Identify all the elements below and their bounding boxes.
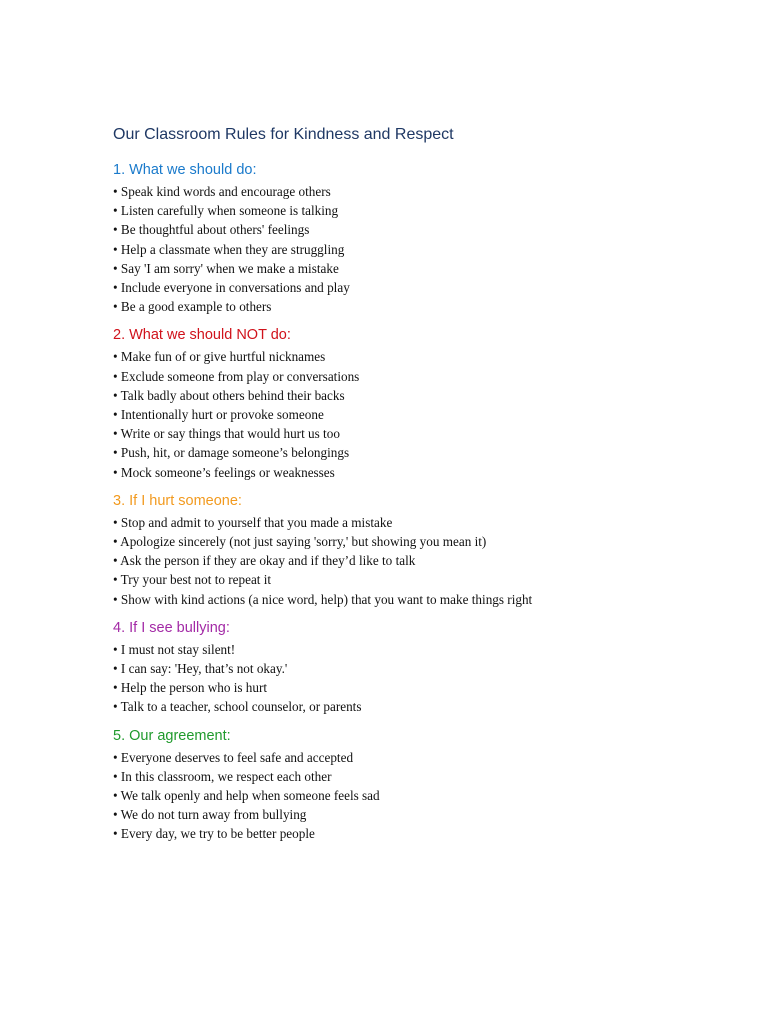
list-item: • I must not stay silent!	[113, 641, 236, 657]
list-item: • Every day, we try to be better people	[113, 826, 315, 842]
list-item: • Be thoughtful about others' feelings	[113, 222, 310, 238]
list-item: • We talk openly and help when someone feels sad	[113, 788, 380, 804]
list-item: • Apologize sincerely (not just saying 'sorry,' but showing you mean it)	[113, 534, 487, 550]
list-item: • In this classroom, we respect each other	[113, 768, 332, 784]
section-our-agreement	[113, 726, 733, 844]
rule-list	[113, 640, 733, 717]
section-what-we-should-do	[113, 160, 733, 316]
list-item: • Talk to a teacher, school counselor, or parents	[113, 699, 362, 715]
section-heading: 4. If I see bullying:	[113, 619, 230, 636]
document-title: Our Classroom Rules for Kindness and Respect	[113, 126, 454, 143]
list-item: • Be a good example to others	[113, 299, 272, 315]
list-item: • Include everyone in conversations and play	[113, 280, 350, 296]
section-what-we-should-not-do	[113, 325, 733, 481]
section-heading: 2. What we should NOT do:	[113, 327, 291, 344]
section-if-i-hurt-someone	[113, 491, 733, 609]
list-item: • I can say: 'Hey, that’s not okay.'	[113, 661, 288, 677]
list-item: • Everyone deserves to feel safe and accepted	[113, 749, 354, 765]
list-item: • Help a classmate when they are struggling	[113, 241, 345, 257]
document-page	[113, 124, 733, 853]
list-item: • Speak kind words and encourage others	[113, 184, 331, 199]
list-item: • We do not turn away from bullying	[113, 807, 307, 823]
list-item: • Stop and admit to yourself that you made a mistake	[113, 514, 393, 530]
section-if-i-see-bullying	[113, 618, 733, 717]
list-item: • Mock someone’s feelings or weaknesses	[113, 464, 335, 480]
section-heading: 1. What we should do:	[113, 162, 257, 178]
list-item: • Help the person who is hurt	[113, 680, 268, 696]
list-item: • Push, hit, or damage someone’s belongings	[113, 445, 350, 461]
list-item: • Exclude someone from play or conversations	[113, 368, 360, 384]
list-item: • Write or say things that would hurt us too	[113, 426, 340, 442]
list-item: • Intentionally hurt or provoke someone	[113, 407, 324, 423]
list-item: • Show with kind actions (a nice word, help) that you want to make things right	[113, 591, 533, 607]
list-item: • Talk badly about others behind their backs	[113, 387, 345, 403]
list-item: • Listen carefully when someone is talking	[113, 203, 339, 219]
section-heading: 5. Our agreement:	[113, 727, 231, 744]
list-item: • Ask the person if they are okay and if they’d like to talk	[113, 553, 416, 569]
rule-list	[113, 748, 733, 844]
rule-list	[113, 513, 733, 609]
rule-list	[113, 347, 733, 481]
rule-list	[113, 182, 733, 316]
list-item: • Try your best not to repeat it	[113, 572, 272, 588]
list-item: • Make fun of or give hurtful nicknames	[113, 349, 326, 365]
section-heading: 3. If I hurt someone:	[113, 492, 242, 509]
list-item: • Say 'I am sorry' when we make a mistake	[113, 260, 339, 276]
